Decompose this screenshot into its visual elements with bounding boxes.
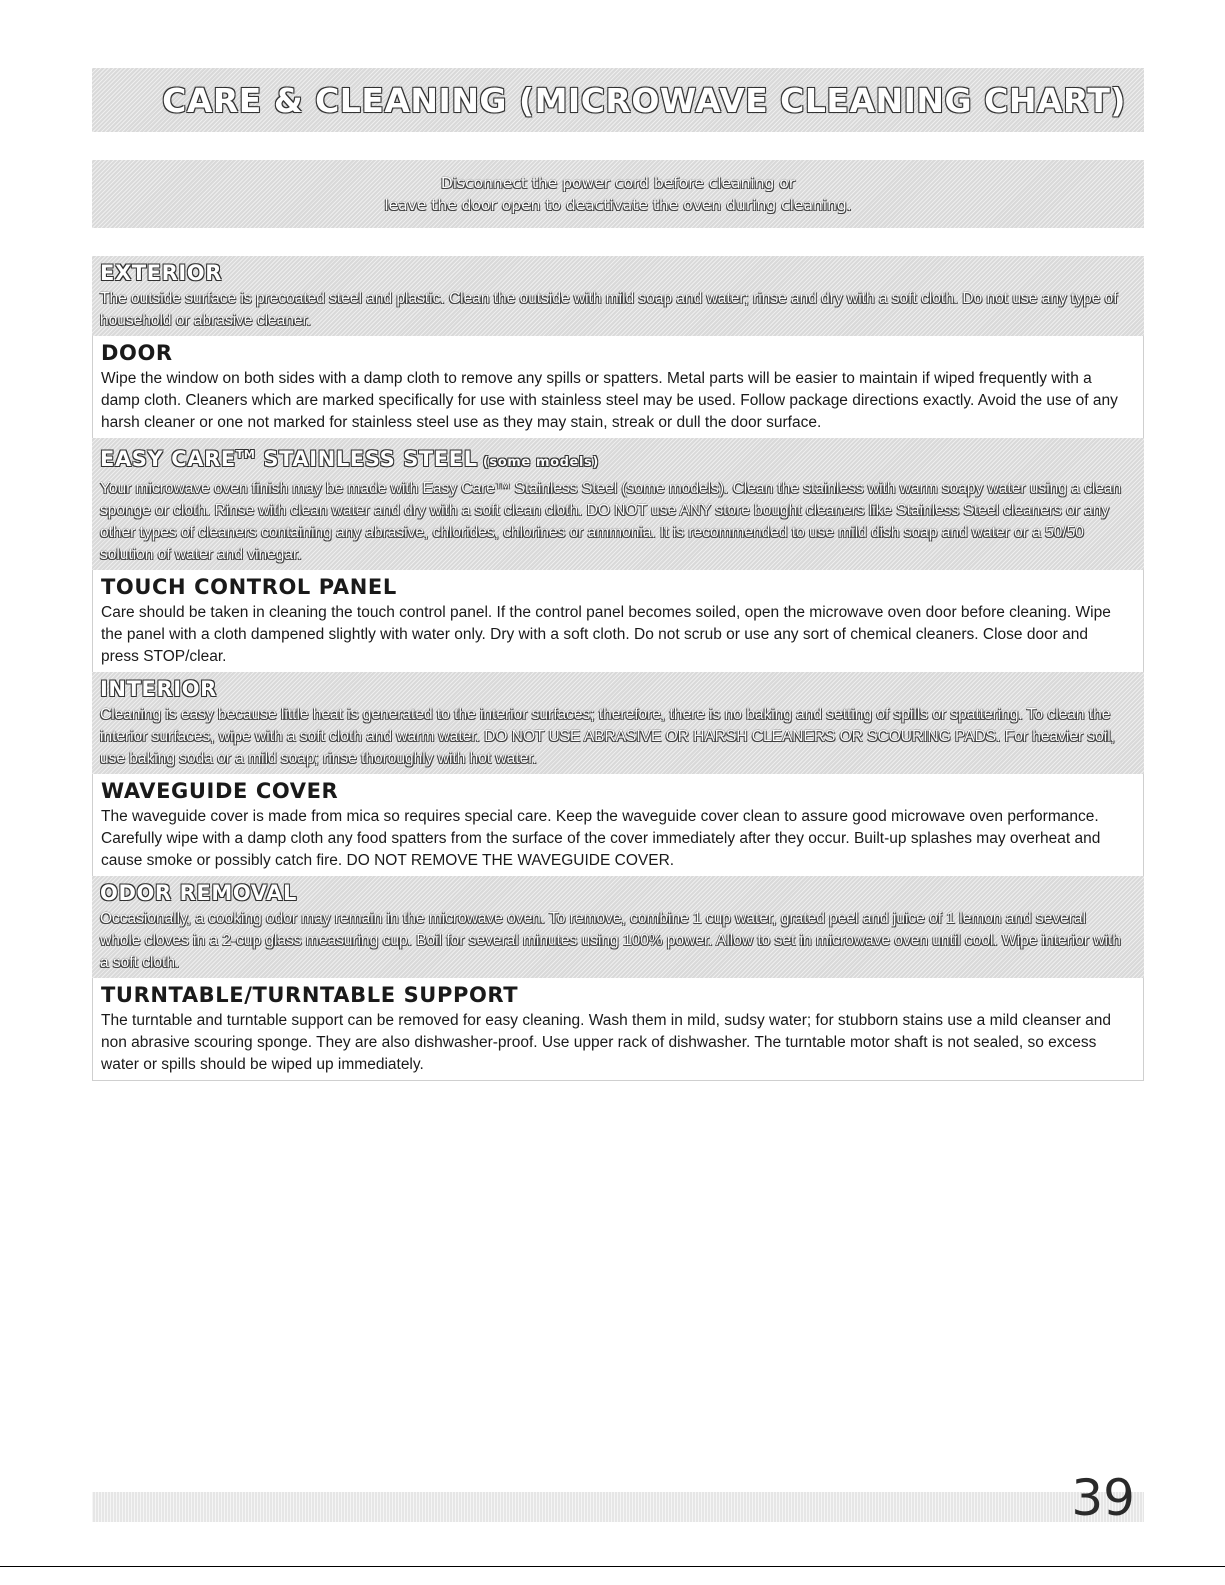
section-body-waveguide-cover: The waveguide cover is made from mica so requires special care. Keep the waveguide cover clean to assure good microwave oven performance. Carefully wipe with a damp cloth any food spatters from the surface of the cover immediately after they occur. Built-up splashes may overheat and cause smoke or possibly catch fire. DO NOT REMOVE THE WAVEGUIDE COVER. [101, 808, 1101, 869]
safety-notice [92, 160, 1144, 228]
trademark-mark: TM [235, 448, 256, 461]
section-body-door: Wipe the window on both sides with a damp cloth to remove any spills or spatters. Metal parts will be easier to maintain if wiped frequently with a damp cloth. Cleaners which are marked specifically for use with stainless steel may be used. Follow package directions exactly. Avoid the use of any harsh cleaner or one not marked for stainless steel use as they may stain, streak or dull the door surface. [101, 370, 1118, 431]
section-heading-interior: INTERIOR [100, 677, 217, 701]
section-heading-waveguide-cover: WAVEGUIDE COVER [101, 779, 339, 803]
section-heading-touch-control-panel: TOUCH CONTROL PANEL [101, 575, 397, 599]
section-interior [92, 672, 1144, 774]
section-body-touch-control-panel: Care should be taken in cleaning the touch control panel. If the control panel becomes soiled, open the microwave oven door before cleaning. Wipe the panel with a cloth dampened slightly with water only. Dry with a soft cloth. Do not scrub or use any sort of chemical cleaners. Close door and press STOP/clear. [101, 604, 1111, 665]
section-exterior [92, 256, 1144, 336]
notice-line-2: leave the door open to deactivate the oven during cleaning. [384, 196, 852, 214]
section-easy-care-stainless [92, 438, 1144, 570]
section-heading-turntable-support: TURNTABLE/TURNTABLE SUPPORT [101, 983, 519, 1007]
section-turntable-support [92, 978, 1144, 1081]
page-bottom-rule [0, 1566, 1225, 1567]
heading-easy-care: EASY CARE [100, 447, 236, 471]
footer-band [92, 1492, 1144, 1522]
section-body-interior: Cleaning is easy because little heat is generated to the interior surfaces; therefore, there is no baking and setting of spills or spattering. To clean the interior surfaces, wipe with a soft cloth and warm water. DO NOT USE ABRASIVE OR HARSH CLEANERS OR SCOURING PADS. For heavier soil, use baking soda or a mild soap; rinse thoroughly with hot water. [100, 706, 1115, 767]
section-odor-removal [92, 876, 1144, 978]
section-heading-easy-care-stainless [100, 440, 1130, 478]
section-body-exterior: The outside surface is precoated steel and plastic. Clean the outside with mild soap and water; rinse and dry with a soft cloth. Do not use any type of household or abrasive cleaner. [100, 290, 1118, 329]
section-heading-door: DOOR [101, 341, 173, 365]
section-heading-odor-removal: ODOR REMOVAL [100, 881, 297, 905]
notice-line-1: Disconnect the power cord before cleaning or [440, 174, 796, 192]
section-body-easy-care-stainless: Your microwave oven finish may be made with Easy Care™ Stainless Steel (some models). Clean the stainless with warm soapy water using a clean sponge or cloth. Rinse with clean water and dry with a soft clean cloth. DO NOT use ANY store bought cleaners like Stainless Steel cleaners or any other types of cleaners containing any abrasive, chlorides, chlorines or ammonia. It is recommended to use mild dish soap and water or a 50/50 solution of water and vinegar. [100, 480, 1122, 563]
section-heading-exterior: EXTERIOR [100, 261, 223, 285]
cleaning-chart [92, 256, 1144, 1081]
section-waveguide-cover [92, 774, 1144, 876]
page-number: 39 [1071, 1469, 1135, 1527]
section-door [92, 336, 1144, 438]
section-touch-control-panel [92, 570, 1144, 672]
section-body-odor-removal: Occasionally, a cooking odor may remain in the microwave oven. To remove, combine 1 cup water, grated peel and juice of 1 lemon and several whole cloves in a 2-cup glass measuring cup. Boil for several minutes using 100% power. Allow to set in microwave oven until cool. Wipe interior with a soft cloth. [100, 910, 1121, 971]
page-title: CARE & CLEANING (MICROWAVE CLEANING CHART) [162, 80, 1126, 120]
section-body-turntable-support: The turntable and turntable support can be removed for easy cleaning. Wash them in mild, sudsy water; for stubborn stains use a mild cleanser and non abrasive scouring sponge. They are also dishwasher-proof. Use upper rack of dishwasher. The turntable motor shaft is not sealed, so excess water or spills should be wiped up immediately. [101, 1012, 1112, 1073]
title-banner [92, 68, 1144, 132]
heading-stainless-steel: STAINLESS STEEL [255, 447, 478, 471]
heading-some-models-note: (some models) [477, 455, 599, 470]
